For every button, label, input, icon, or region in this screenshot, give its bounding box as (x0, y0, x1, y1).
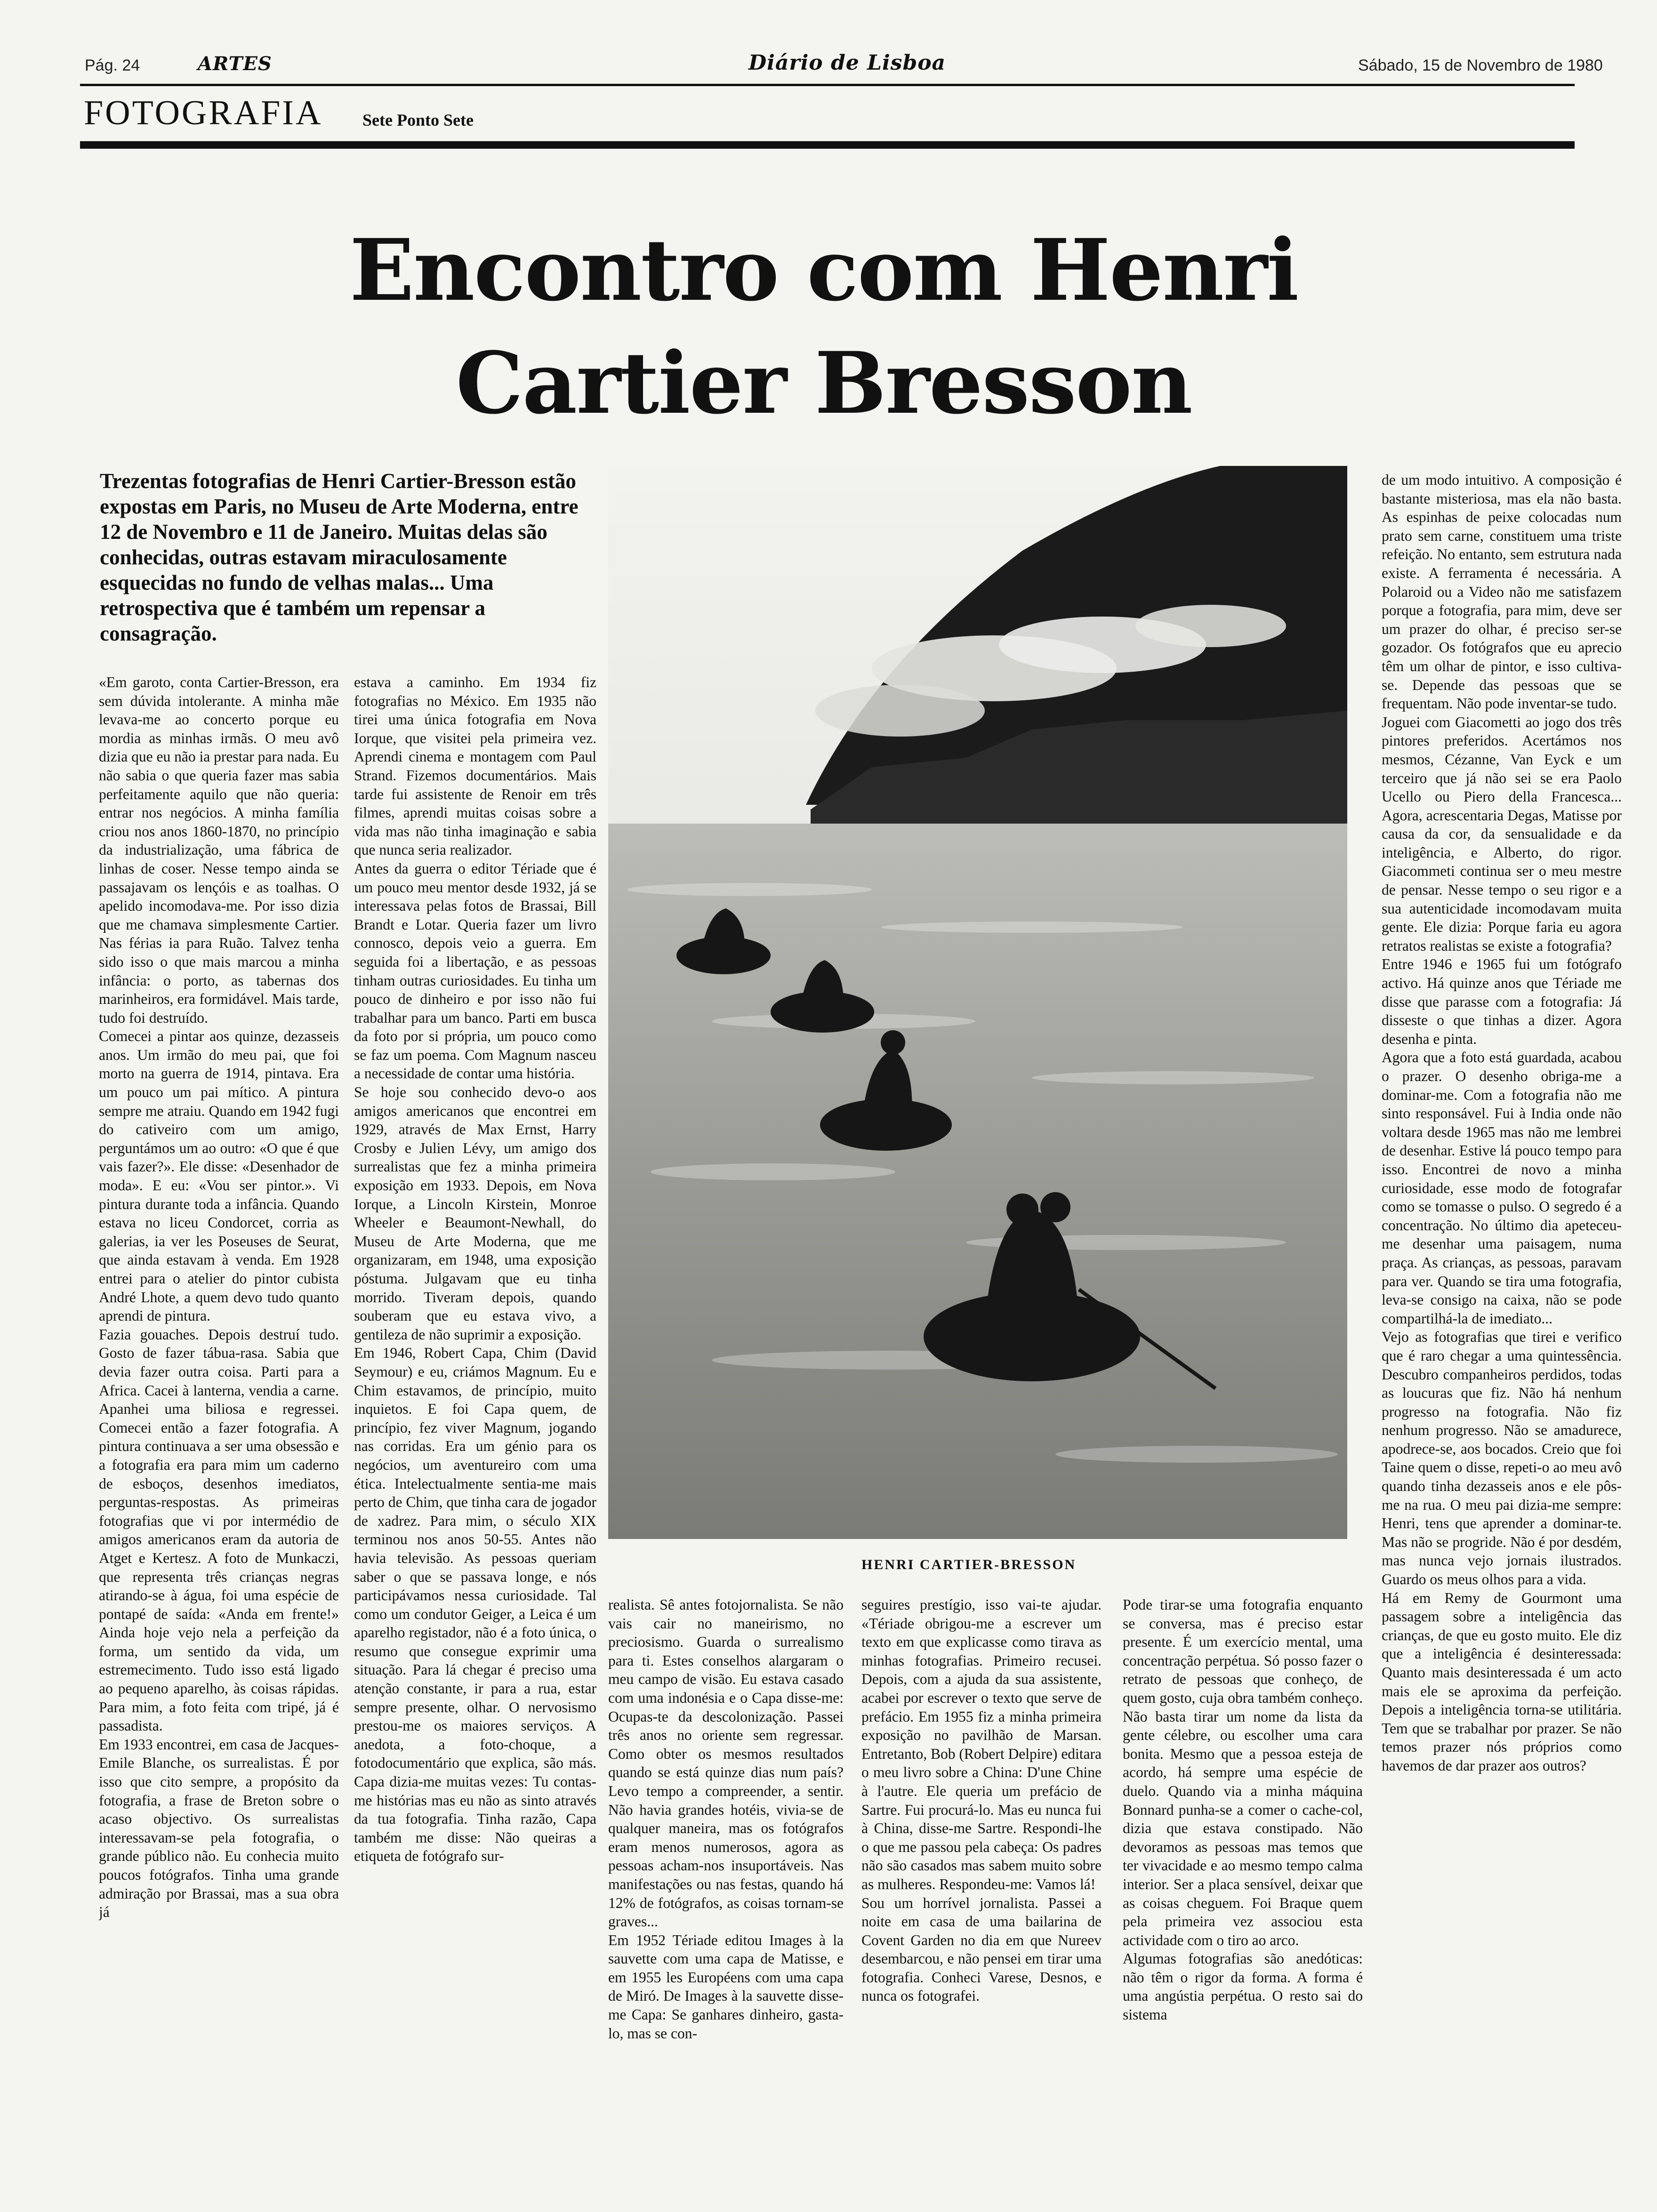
body-column-1 (99, 673, 339, 2193)
section-subtitle: Sete Ponto Sete (362, 111, 474, 129)
headline-line-2: Cartier Bresson (456, 334, 1192, 433)
column-5-text: Pode tirar-se uma fotografia enquanto se conversa, mas é preciso estar presente. É um exercício mental, uma concentração perpétua. Só posso fazer o retrato de pessoas que conheço, de quem gosto, cuja obra também conheço. Não basta tirar um nome da lista da gente célebre, ou escolher uma cara bonita. Mesmo que a pessoa esteja de acordo, há sempre uma espécie de duelo. Quando via a minha máquina Bonnard punha-se a comer o cache-col, dizia que estava constipado. Não devoramos as pessoas mas temos que ter vivacidade e ao mesmo tempo calma interior. Ser a placa sensível, deixar que as coisas cheguem. Foi Braque quem pela primeira vez associou esta actividade com o tiro ao arco. Algumas fotografias são anedóticas: não têm o rigor da forma. A forma é uma angústia perpétua. O resto sai do sistema (1123, 1596, 1363, 2023)
section-title: FOTOGRAFIA (84, 94, 323, 132)
body-column-4 (861, 1595, 1102, 2193)
body-column-3 (608, 1595, 844, 2193)
column-3-text: realista. Sê antes fotojornalista. Se não vais cair no maneirismo, no preciosismo. Guarda o surrealismo para ti. Estes conselhos alargaram o meu campo de visão. Eu estava casado com uma indonésia e o Capa disse-me: Ocupas-te da descolonização. Passei três anos no oriente sem regressar. Como obter os mesmos resultados quando se está quinze dias num país? Levo tempo a compreender, a sentir. Não havia grandes hotéis, vivia-se de qualquer maneira, mas os fotógrafos eram menos numerosos, agora as pessoas acham-nos insuportáveis. Nas manifestações ou nas festas, quando há 12% de fotógrafos, as coisas tornam-se graves... Em 1952 Tériade editou Images à la sauvette com uma capa de Matisse, e em 1955 les Européens com uma capa de Miró. De Images à la sauvette disse-me Capa: Se ganhares dinheiro, gasta-lo, mas se con- (608, 1596, 844, 2042)
column-4-text: seguires prestígio, isso vai-te ajudar. «Tériade obrigou-me a escrever um texto em que explicasse como tirava as minhas fotografias. Primeiro recusei. Depois, com a ajuda da sua assistente, acabei por escrever o texto que serve de prefácio. Em 1955 fiz a minha primeira exposição no pavilhão de Marsan. Entretanto, Bob (Robert Delpire) editara o meu livro sobre a China: D'une Chine à l'autre. Ele queria um prefácio de Sartre. Fui procurá-lo. Mas eu nunca fui à China, disse-me Sartre. Respondi-lhe o que me passou pela cabeça: Os padres não são casados mas sabem muito sobre as mulheres. Respondeu-me: Vamos lá! Sou um horrível jornalista. Passei a noite em casa de uma bailarina de Covent Garden no dia em que Nureev desembarcou, e não pensei em tirar uma fotografia. Conheci Varese, Desnos, e nunca os fotografei. (861, 1596, 1102, 2004)
photo-caption: HENRI CARTIER-BRESSON (861, 1557, 1077, 1572)
featured-photo (608, 466, 1347, 1539)
column-1-text: «Em garoto, conta Cartier-Bresson, era sem dúvida intolerante. A minha mãe levava-me ao concerto porque eu mordia as minhas irmãs. O meu avô dizia que eu não ia prestar para nada. Eu não sabia o que queria fazer mas sabia perfeitamente aquilo que não queria: entrar nos negócios. A minha família criou nos anos 1860-1870, no princípio da industrialização, uma fábrica de linhas de coser. Nesse tempo ainda se passajavam os lençóis e as toalhas. O apelido incomodava-me. Por isso dizia que me chamava simplesmente Cartier. Nas férias ia para Ruão. Talvez tenha sido isso o que mais marcou a minha infância: o porto, as tabernas dos marinheiros, era formidável. Mais tarde, tudo foi destruído. Comecei a pintar aos quinze, dezasseis anos. Um irmão do meu pai, que foi morto na guerra de 1914, pintava. Era um pouco um pai mítico. A pintura sempre me atraiu. Quando em 1942 fugi do cativeiro com um amigo, perguntámos um ao outro: «O que é que vais fazer?». Ele disse: «Desenhador de moda». E eu: «Vou ser pintor.». Vi pintura durante toda a infância. Quando estava no liceu Condorcet, corria as galerias, ia ver les Poseuses de Seurat, que ainda estavam à venda. Em 1928 entrei para o atelier do pintor cubista André Lhote, a quem devo tudo quanto aprendi de pintura. Fazia gouaches. Depois destruí tudo. Gosto de fazer tábua-rasa. Sabia que devia fazer outra coisa. Parti para a Africa. Cacei à lanterna, vendia a carne. Apanhei uma biliosa e regressei. Comecei então a fazer fotografia. A pintura continuava a ser uma obsessão e a fotografia era para mim um caderno de esboços, desenhos imediatos, perguntas-respostas. As primeiras fotografias que vi por intermédio de amigos americanos eram da autoria de Atget e Kertesz. A foto de Munkaczi, que representa três crianças negras atirando-se à água, foi uma espécie de pontapé de saída: «Anda em frente!» Ainda hoje vejo nela a perfeição da forma, um sentido da vida, um estremecimento. Tudo isso está ligado ao pequeno aparelho, às coisas rápidas. Para mim, a foto feita com tripé, já é passadista. Em 1933 encontrei, em casa de Jacques-Emile Blanche, os surrealistas. É por isso que cito sempre, a propósito da fotografia, a frase de Breton sobre o acaso objectivo. Os surrealistas interessavam-se pela fotografia, o grande público não. Eu conhecia muito poucos fotógrafos. Tinha uma grande admiração por Brassai, mas a sua obra já (99, 674, 339, 1921)
headline (141, 214, 1506, 440)
body-column-6 (1382, 471, 1622, 2193)
issue-date: Sábado, 15 de Novembro de 1980 (1358, 56, 1603, 74)
masthead: Diário de Lisboa (748, 51, 946, 75)
supplement-label: ARTES (198, 53, 272, 75)
column-6-text: de um modo intuitivo. A composição é bastante misteriosa, mas ela não basta. As espinhas de peixe colocadas num prato sem carne, constituem uma triste refeição. No entanto, sem estrutura nada existe. A ferramenta é necessária. A Polaroid ou a Video não me satisfazem porque a fotografia, para mim, deve ser um prazer do olhar, é preciso ser-se gozador. Os fotógrafos que eu aprecio têm um olhar de pintor, e isso cultiva-se. Depende das pessoas que se frequentam. Não pode inventar-se tudo. Joguei com Giacometti ao jogo dos três pintores preferidos. Acertámos nos mesmos, Cézanne, Van Eyck e um terceiro que já não sei se era Paolo Ucello ou Piero della Francesca... Agora, acrescentaria Degas, Matisse por causa da cor, da sensualidade e da inteligência, e Alberto, do rigor. Giacommeti continua ser o meu mestre de pensar. Nesse tempo o seu rigor e a sua autenticidade incomodavam muita gente. Ele dizia: Porque faria eu agora retratos realistas se existe a fotografia? Entre 1946 e 1965 fui um fotógrafo activo. Há quinze anos que Tériade me disse que parasse com a fotografia: Já disseste o que tinhas a dizer. Agora desenha e pinta. Agora que a foto está guardada, acabou o prazer. O desenho obriga-me a dominar-me. Com a fotografia não me sinto responsável. Fui à India onde não voltara desde 1965 mas não me lembrei de desenhar. Estive lá pouco tempo para isso. Encontrei de novo a minha curiosidade, esse modo de fotografar como se tomasse o pulso. O segredo é a concentração. No último dia apeteceu-me desenhar uma paisagem, numa praça. As crianças, as pessoas, paravam para ver. Quando se tira uma fotografia, leva-se consigo na caixa, não se pode compartilhá-la de imediato... Vejo as fotografias que tirei e verifico que é raro chegar a uma quintessência. Descubro companheiros perdidos, todas as loucuras que fiz. Não há nenhum progresso na fotografia. Não fiz nenhum progresso. Não se amadurece, apodrece-se, aos bocados. Creio que foi Taine quem o disse, repeti-o ao meu avô quando tinha dezasseis anos e ele pôs-me na rua. O meu pai dizia-me sempre: Henri, tens que aprender a dominar-te. Mas não se progride. Não é por desdém, mas nunca vejo jornais ilustrados. Guardo os meus olhos para a vida. Há em Remy de Gourmont uma passagem sobre a inteligência das crianças, de que eu gosto muito. Ele diz que a inteligência é desinteressada: Quanto mais desinteressada é um acto mais ele se aproxima da perfeição. Depois a inteligência torna-se utilitária. Tem que se trabalhar por prazer. Se não temos prazer nós próprios como havemos de dar prazer aos outros? (1382, 472, 1622, 1774)
header-rule (80, 84, 1575, 86)
headline-line-1: Encontro com Henri (349, 221, 1298, 320)
photo-boats-on-water (608, 466, 1347, 1539)
page-number: Pág. 24 (85, 56, 140, 74)
body-column-5 (1123, 1595, 1363, 2193)
body-column-2 (354, 673, 596, 2193)
section-rule (80, 141, 1575, 149)
article-lede: Trezentas fotografias de Henri Cartier-Bresson estão expostas em Paris, no Museu de Arte Moderna, entre 12 de Novembro e 11 de Janeiro. Muitas delas são conhecidas, outras estavam miraculosamente esquecidas no fundo de velhas malas... Uma retrospectiva que é também um repensar a consagração. (100, 469, 579, 645)
column-2-text: estava a caminho. Em 1934 fiz fotografias no México. Em 1935 não tirei uma única fotografia em Nova Iorque, que visitei pela primeira vez. Aprendi cinema e montagem com Paul Strand. Fizemos documentários. Mais tarde fui assistente de Renoir em três filmes, aprendi muitas coisas sobre a vida mas não tinha imaginação e sabia que nunca seria realizador. Antes da guerra o editor Tériade que é um pouco meu mentor desde 1932, já se interessava pelas fotos de Brassai, Bill Brandt e Lotar. Queria fazer um livro connosco, depois veio a guerra. Em seguida foi a libertação, e as pessoas tinham outras curiosidades. Eu tinha um pouco de dinheiro e por isso não fui trabalhar para um banco. Parti em busca da foto por si própria, um pouco como se faz um poema. Com Magnum nasceu a necessidade de contar uma história. Se hoje sou conhecido devo-o aos amigos americanos que encontrei em 1929, através de Max Ernst, Harry Crosby e Julien Lévy, um amigo dos surrealistas que fez a minha primeira exposição em 1933. Depois, em Nova Iorque, a Lincoln Kirstein, Monroe Wheeler e Beaumont-Newhall, do Museu de Arte Moderna, que me organizaram, em 1948, uma exposição póstuma. Julgavam que eu tinha morrido. Tiveram depois, quando souberam que eu estava vivo, a gentileza de não suprimir a exposição. Em 1946, Robert Capa, Chim (David Seymour) e eu, criámos Magnum. Eu e Chim estavamos, de princípio, muito inquietos. E foi Capa quem, de princípio, fez viver Magnum, jogando nas corridas. Era um génio para os negócios, um aventureiro com uma ética. Intelectualmente sentia-me mais perto de Chim, que tinha cara de jogador de xadrez. Para mim, o século XIX terminou nos anos 50-55. Antes não havia televisão. As pessoas queriam saber o que se passava longe, e nós participávamos nessa curiosidade. Tal como um condutor Geiger, a Leica é um aparelho registador, não é a foto única, o resumo que consegue exprimir uma situação. Para lá chegar é preciso uma atenção constante, ir para a rua, estar sempre presente, olhar. O nervosismo prestou-me os maiores serviços. A anedota, a foto-choque, a fotodocumentário que explica, são más. Capa dizia-me muitas vezes: Tu contas-me histórias mas eu não as sinto através da tua fotografia. Tinha razão, Capa também me disse: Não queiras a etiqueta de fotógrafo sur- (354, 674, 596, 1865)
